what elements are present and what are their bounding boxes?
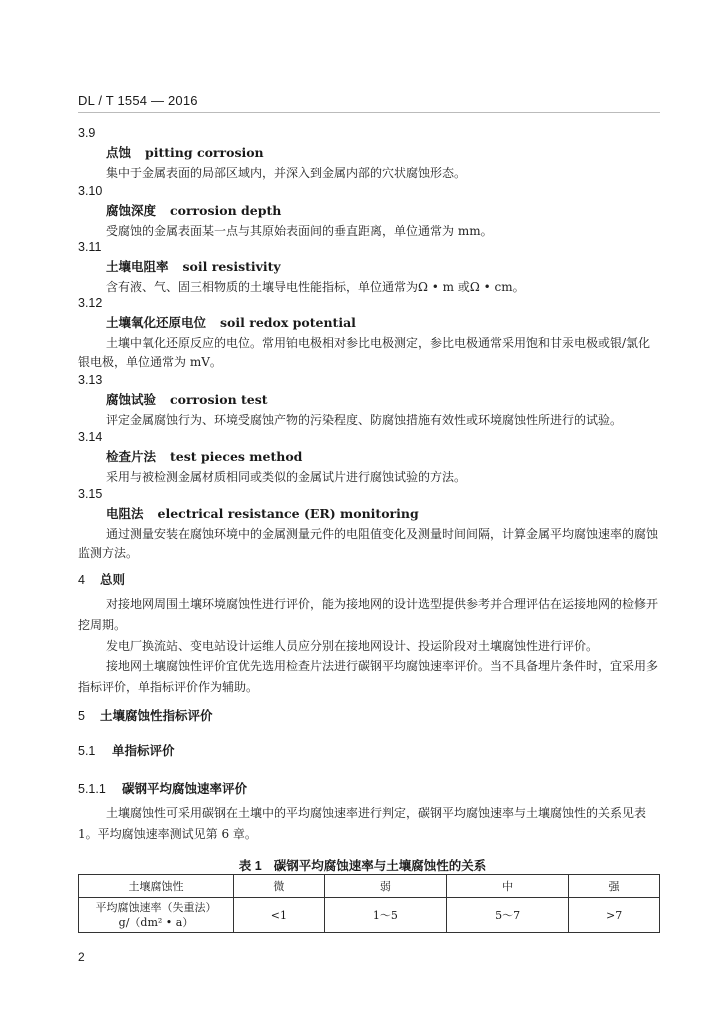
table-cell: <1 [234, 898, 325, 933]
page-number: 2 [78, 950, 85, 964]
term-number: 3.15 [78, 487, 103, 501]
table-cell: 5～7 [446, 898, 568, 933]
standard-code-header: DL / T 1554 — 2016 [78, 93, 198, 108]
term-title [78, 391, 660, 409]
table-cell: 1～5 [324, 898, 446, 933]
table-header-cell: 微 [234, 875, 325, 898]
term-number: 3.14 [78, 430, 103, 444]
row-label-line-1: 平均腐蚀速率（失重法） [95, 901, 217, 914]
table-cell: >7 [569, 898, 660, 933]
section-title: 碳钢平均腐蚀速率评价 [122, 782, 248, 796]
term-definition: 受腐蚀的金属表面某一点与其原始表面间的垂直距离，单位通常为 mm。 [106, 224, 493, 238]
term-title-en: electrical resistance (ER) monitoring [157, 506, 419, 521]
term-title-en: pitting corrosion [145, 145, 264, 160]
header-divider [78, 112, 660, 113]
term-3-13 [78, 372, 660, 430]
section-4-paragraph-2: 发电厂换流站、变电站设计运维人员应分别在接地网设计、投运阶段对土壤腐蚀性进行评价。 [106, 639, 599, 653]
term-definition: 含有液、气、固三相物质的土壤导电性能指标，单位通常为Ω • m 或Ω • cm。 [106, 280, 525, 294]
section-5-1-heading [78, 741, 175, 759]
term-title-zh: 土壤氧化还原电位 [106, 315, 207, 330]
term-title [78, 144, 660, 162]
table-row [79, 898, 660, 933]
term-title-en: soil redox potential [220, 315, 356, 330]
table-header-cell: 土壤腐蚀性 [79, 875, 234, 898]
term-3-14 [78, 429, 660, 487]
term-3-12 [78, 295, 660, 372]
term-title-zh: 检查片法 [106, 449, 157, 464]
table-caption-number: 表 1 [238, 859, 262, 873]
term-3-11 [78, 239, 660, 297]
section-number: 5 [78, 709, 85, 723]
term-title-zh: 点蚀 [106, 145, 132, 160]
term-number: 3.13 [78, 373, 103, 387]
table-header-row [79, 875, 660, 898]
section-5-1-1-paragraph: 土壤腐蚀性可采用碳钢在土壤中的平均腐蚀速率进行判定，碳钢平均腐蚀速率与土壤腐蚀性的关系见表 1。平均腐蚀速率测试见第 6 章。 [78, 806, 647, 841]
term-title-zh: 土壤电阻率 [106, 259, 169, 274]
section-4-paragraph-3: 接地网土壤腐蚀性评价宜优先选用检查片法进行碳钢平均腐蚀速率评价。当不具备埋片条件时，宜采用多指标评价，单指标评价作为辅助。 [78, 659, 659, 694]
term-title-en: test pieces method [170, 449, 303, 464]
term-title [78, 448, 660, 466]
table-header-cell: 中 [446, 875, 568, 898]
section-5-heading [78, 706, 213, 724]
term-definition: 采用与被检测金属材质相同或类似的金属试片进行腐蚀试验的方法。 [106, 470, 467, 484]
term-title-en: corrosion test [170, 392, 268, 407]
corrosion-rate-table [78, 874, 660, 933]
section-title: 土壤腐蚀性指标评价 [100, 709, 213, 723]
row-label-line-2: g/（dm² • a） [118, 916, 194, 929]
section-4-heading [78, 570, 125, 588]
section-number: 4 [78, 573, 85, 587]
table-header-cell: 弱 [324, 875, 446, 898]
section-4-paragraph-1: 对接地网周围土壤环境腐蚀性进行评价，能为接地网的设计选型提供参考并合理评估在运接地网的检修开挖周期。 [78, 597, 659, 632]
term-number: 3.9 [78, 126, 96, 140]
term-number: 3.12 [78, 296, 103, 310]
term-definition: 土壤中氧化还原反应的电位。常用铂电极相对参比电极测定，参比电极通常采用饱和甘汞电极或银/氯化银电极，单位通常为 mV。 [78, 336, 651, 369]
term-title-en: soil resistivity [182, 259, 281, 274]
table-header-cell: 强 [569, 875, 660, 898]
section-number: 5.1 [78, 744, 96, 758]
section-5-1-1-heading [78, 779, 247, 797]
term-title [78, 258, 660, 276]
table-row-label [79, 898, 234, 933]
section-title: 单指标评价 [112, 744, 175, 758]
term-title-zh: 腐蚀深度 [106, 203, 157, 218]
term-title [78, 202, 660, 220]
term-definition: 通过测量安装在腐蚀环境中的金属测量元件的电阻值变化及测量时间间隔，计算金属平均腐蚀速率的腐蚀监测方法。 [78, 527, 659, 560]
term-number: 3.11 [78, 240, 102, 254]
term-3-9 [78, 125, 660, 183]
term-title [78, 505, 660, 523]
term-title [78, 314, 660, 332]
section-number: 5.1.1 [78, 782, 106, 796]
term-definition: 集中于金属表面的局部区域内，并深入到金属内部的穴状腐蚀形态。 [106, 166, 467, 180]
term-3-15 [78, 486, 660, 563]
term-title-en: corrosion depth [170, 203, 282, 218]
term-3-10 [78, 183, 660, 241]
term-title-zh: 电阻法 [106, 506, 144, 521]
term-definition: 评定金属腐蚀行为、环境受腐蚀产物的污染程度、防腐蚀措施有效性或环境腐蚀性所进行的试验。 [106, 413, 623, 427]
term-number: 3.10 [78, 184, 103, 198]
table-caption-title: 碳钢平均腐蚀速率与土壤腐蚀性的关系 [273, 859, 487, 873]
section-title: 总则 [100, 573, 126, 587]
term-title-zh: 腐蚀试验 [106, 392, 157, 407]
table-1-caption [0, 856, 725, 874]
